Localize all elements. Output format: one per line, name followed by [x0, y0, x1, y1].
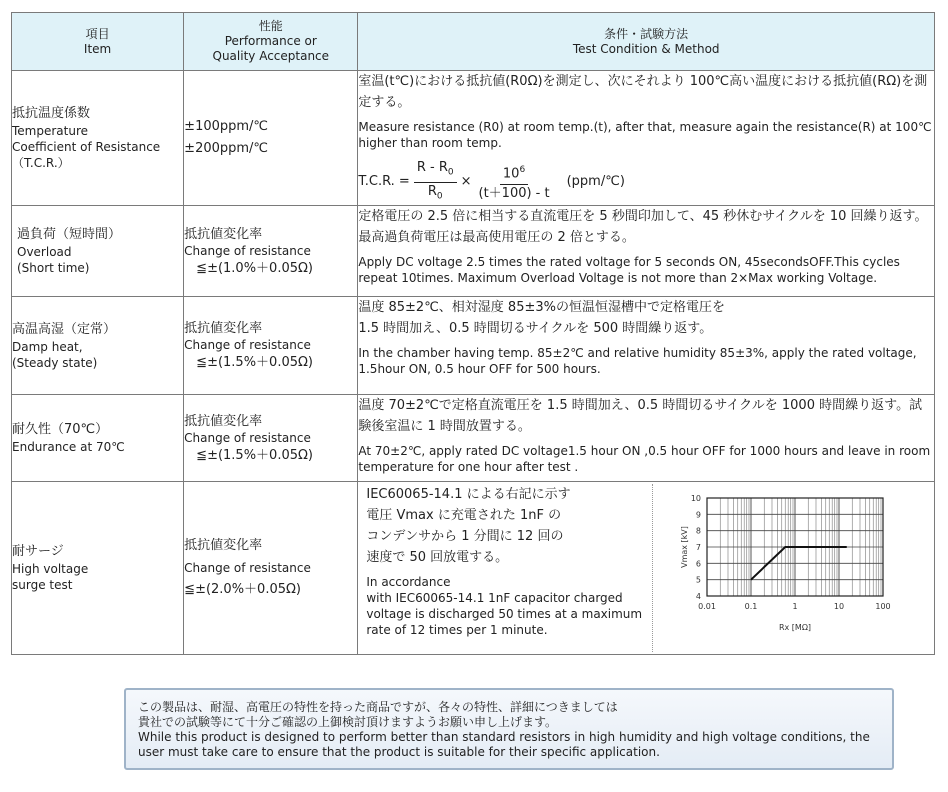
item-cell — [12, 206, 184, 297]
formula-den1-sub: 0 — [436, 191, 443, 202]
item-en1: Overload — [17, 245, 72, 260]
perf-en: Change of resistance — [184, 338, 311, 353]
item-en2: (Short time) — [17, 261, 90, 276]
x-tick-label: 10 — [834, 602, 845, 612]
formula-fraction-1 — [414, 159, 457, 205]
item-ja: 過負荷（短時間） — [17, 227, 122, 243]
table-row-surge — [12, 482, 935, 655]
y-tick-label: 5 — [696, 575, 702, 585]
x-tick-label: 0.01 — [698, 602, 717, 612]
perf-ja: 抵抗値変化率 — [184, 538, 263, 554]
perf-ja: 抵抗値変化率 — [184, 321, 263, 337]
cond-en2: with IEC60065-14.1 1nF capacitor charged — [366, 591, 623, 606]
item-en3: （T.C.R.） — [12, 156, 70, 171]
formula-lhs: T.C.R. = — [358, 174, 410, 190]
header-cond-ja: 条件・試験方法 — [604, 26, 689, 41]
table-row-endurance — [12, 395, 935, 482]
header-perf-en2: Quality Acceptance — [212, 49, 330, 63]
item-en2: (Steady state) — [12, 355, 98, 370]
performance-cell — [184, 482, 358, 655]
note-ja2: 貴社での試験等にて十分ご確認の上御検討頂けますようお願い申し上げます。 — [138, 715, 558, 729]
y-tick-label: 10 — [691, 494, 702, 504]
item-ja: 耐久性（70℃） — [12, 422, 109, 438]
header-condition — [358, 13, 935, 71]
cond-en: In the chamber having temp. 85±2℃ and relative humidity 85±3%, apply the rated voltage, 1.5hour ON, 0.5 hour OFF for 500 hours. — [358, 346, 917, 377]
tcr-formula — [358, 159, 934, 205]
item-en1: Damp heat, — [12, 339, 83, 354]
cond-ja: 室温(t℃)における抵抗値(R0Ω)を測定し、次にそれより 100℃高い温度における抵抗値(RΩ)を測定する。 — [358, 74, 928, 110]
surge-chart — [652, 484, 929, 652]
perf-value: ≦±(2.0%＋0.05Ω) — [184, 582, 302, 598]
cond-ja4: 速度で 50 回放電する。 — [366, 550, 509, 566]
header-perf-en1: Performance or — [224, 34, 317, 48]
surge-text — [358, 482, 652, 654]
item-en1: Endurance at 70℃ — [12, 440, 125, 455]
header-cond-en: Test Condition & Method — [572, 41, 720, 56]
header-item-ja: 項目 — [85, 26, 110, 41]
item-en2: Coefficient of Resistance — [12, 140, 161, 155]
item-cell — [12, 71, 184, 206]
cond-ja: 温度 70±2℃で定格直流電圧を 1.5 時間加え、0.5 時間切るサイクルを 1000 時間繰り返す。試験後室温に 1 時間放置する。 — [358, 398, 923, 435]
perf-value-2: ±200ppm/℃ — [184, 141, 269, 157]
perf-en: Change of resistance — [184, 243, 311, 258]
perf-en: Change of resistance — [184, 430, 311, 445]
item-en2: surge test — [12, 578, 73, 593]
vmax-rx-chart — [653, 484, 929, 648]
formula-num1-sub: 0 — [447, 167, 454, 178]
y-tick-label: 8 — [696, 526, 702, 536]
y-axis-label: Vmax [kV] — [680, 526, 690, 569]
cond-en: At 70±2℃, apply rated DC voltage1.5 hour ON ,0.5 hour OFF for 1000 hours and leave in room temperature for one hour after test . — [358, 444, 931, 475]
formula-den2: (t＋100) - t — [478, 185, 550, 201]
item-en1: High voltage — [12, 562, 89, 577]
x-tick-label: 0.1 — [744, 602, 758, 612]
item-ja: 耐サージ — [12, 544, 64, 560]
table-row-overload — [12, 206, 935, 297]
item-cell — [12, 395, 184, 482]
header-item — [12, 13, 184, 71]
performance-cell — [184, 297, 358, 395]
performance-cell — [184, 206, 358, 297]
header-item-en: Item — [83, 41, 112, 56]
header-perf-ja: 性能 — [258, 19, 283, 33]
cond-ja3: コンデンサから 1 分間に 12 回の — [366, 529, 564, 545]
x-tick-label: 100 — [875, 602, 891, 612]
formula-den1: R — [427, 183, 437, 199]
cond-en: Apply DC voltage 2.5 times the rated voltage for 5 seconds ON, 45secondsOFF.This cycles repeat 10times. Maximum Overload Voltage is not more than 2×Max working Voltage. — [358, 255, 900, 286]
formula-num1: R - R — [416, 160, 448, 175]
formula-num2: 10 — [502, 166, 520, 182]
perf-en: Change of resistance — [184, 561, 311, 576]
formula-num2-sup: 6 — [519, 165, 526, 176]
condition-cell — [358, 71, 935, 206]
note-ja1: この製品は、耐湿、高電圧の特性を持った商品ですが、各々の特性、詳細につきましては — [138, 700, 618, 714]
x-tick-label: 1 — [792, 602, 798, 612]
item-cell — [12, 297, 184, 395]
cond-ja: 定格電圧の 2.5 倍に相当する直流電圧を 5 秒間印加して、45 秒休むサイクルを 10 回繰り返す。最高過負荷電圧は最高使用電圧の 2 倍とする。 — [358, 209, 928, 246]
performance-cell — [184, 395, 358, 482]
x-axis-label: Rx [MΩ] — [779, 623, 812, 633]
item-en1: Temperature — [12, 124, 89, 139]
perf-value: ≦±(1.5%＋0.05Ω) — [196, 355, 314, 371]
cond-ja2: 電圧 Vmax に充電された 1nF の — [366, 508, 562, 524]
perf-value: ≦±(1.5%＋0.05Ω) — [196, 447, 314, 463]
perf-value-1: ±100ppm/℃ — [184, 119, 269, 135]
table-row-damp-heat — [12, 297, 935, 395]
cond-ja2: 1.5 時間加え、0.5 時間切るサイクルを 500 時間繰り返す。 — [358, 321, 713, 337]
performance-cell — [184, 71, 358, 206]
condition-cell — [358, 482, 935, 655]
header-performance — [184, 13, 358, 71]
table-row-tcr — [12, 71, 935, 206]
spec-table — [11, 12, 935, 655]
cond-ja1: 温度 85±2℃、相対湿度 85±3%の恒温恒湿槽中で定格電圧を — [358, 300, 725, 316]
header-row — [12, 13, 935, 71]
perf-ja: 抵抗値変化率 — [184, 413, 263, 429]
item-cell — [12, 482, 184, 655]
formula-unit: (ppm/℃) — [566, 174, 625, 190]
cond-en: Measure resistance (R0) at room temp.(t), after that, measure again the resistance(R) at 100℃ higher than room temp. — [358, 120, 932, 150]
perf-value: ≦±(1.0%＋0.05Ω) — [196, 260, 314, 276]
formula-times: × — [460, 174, 472, 190]
item-ja: 高温高湿（定常） — [12, 321, 117, 337]
perf-ja: 抵抗値変化率 — [184, 226, 263, 242]
y-tick-label: 4 — [696, 592, 702, 602]
cond-en3: voltage is discharged 50 times at a maximum — [366, 607, 643, 622]
condition-cell — [358, 395, 935, 482]
y-tick-label: 6 — [696, 559, 702, 569]
note-en: While this product is designed to perform better than standard resistors in high humidity and high voltage conditions, the user must take care to ensure that the product is suitable for their specific application. — [138, 730, 870, 759]
condition-cell — [358, 206, 935, 297]
y-tick-label: 9 — [696, 510, 702, 520]
item-ja: 抵抗温度係数 — [12, 106, 91, 122]
caution-note — [124, 688, 894, 770]
y-tick-label: 7 — [696, 543, 702, 553]
formula-fraction-2 — [476, 161, 553, 202]
cond-en4: rate of 12 times per 1 minute. — [366, 623, 548, 638]
cond-en1: In accordance — [366, 575, 451, 590]
cond-ja1: IEC60065-14.1 による右記に示す — [366, 487, 571, 503]
condition-cell — [358, 297, 935, 395]
